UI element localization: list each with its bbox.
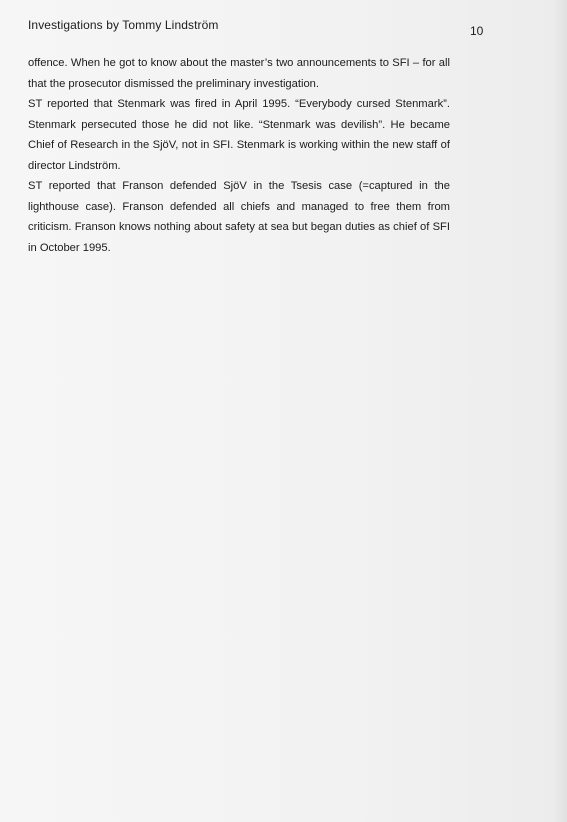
page-number: 10 <box>470 24 484 38</box>
paragraph-3: ST reported that Franson defended SjöV in the Tsesis case (=captured in the lighthouse case). Franson defended all chiefs and managed to free them from criticism. Franson knows nothing about safety at sea but began duties as chief of SFI in October 1995. <box>28 180 450 254</box>
running-header-title: Investigations by Tommy Lindström <box>28 18 219 32</box>
page-edge-shadow <box>553 0 567 822</box>
paragraph-2: ST reported that Stenmark was fired in April 1995. “Everybody cursed Stenmark”. Stenmark persecuted those he did not like. “Stenmark was devilish”. He became Chief of Research in the SjöV, not in SFI. Stenmark is working within the new staff of director Lindström. <box>28 98 450 172</box>
body-text <box>28 53 450 258</box>
paragraph-1: offence. When he got to know about the master’s two announcements to SFI – for all that the prosecutor dismissed the preliminary investigation. <box>28 57 450 90</box>
